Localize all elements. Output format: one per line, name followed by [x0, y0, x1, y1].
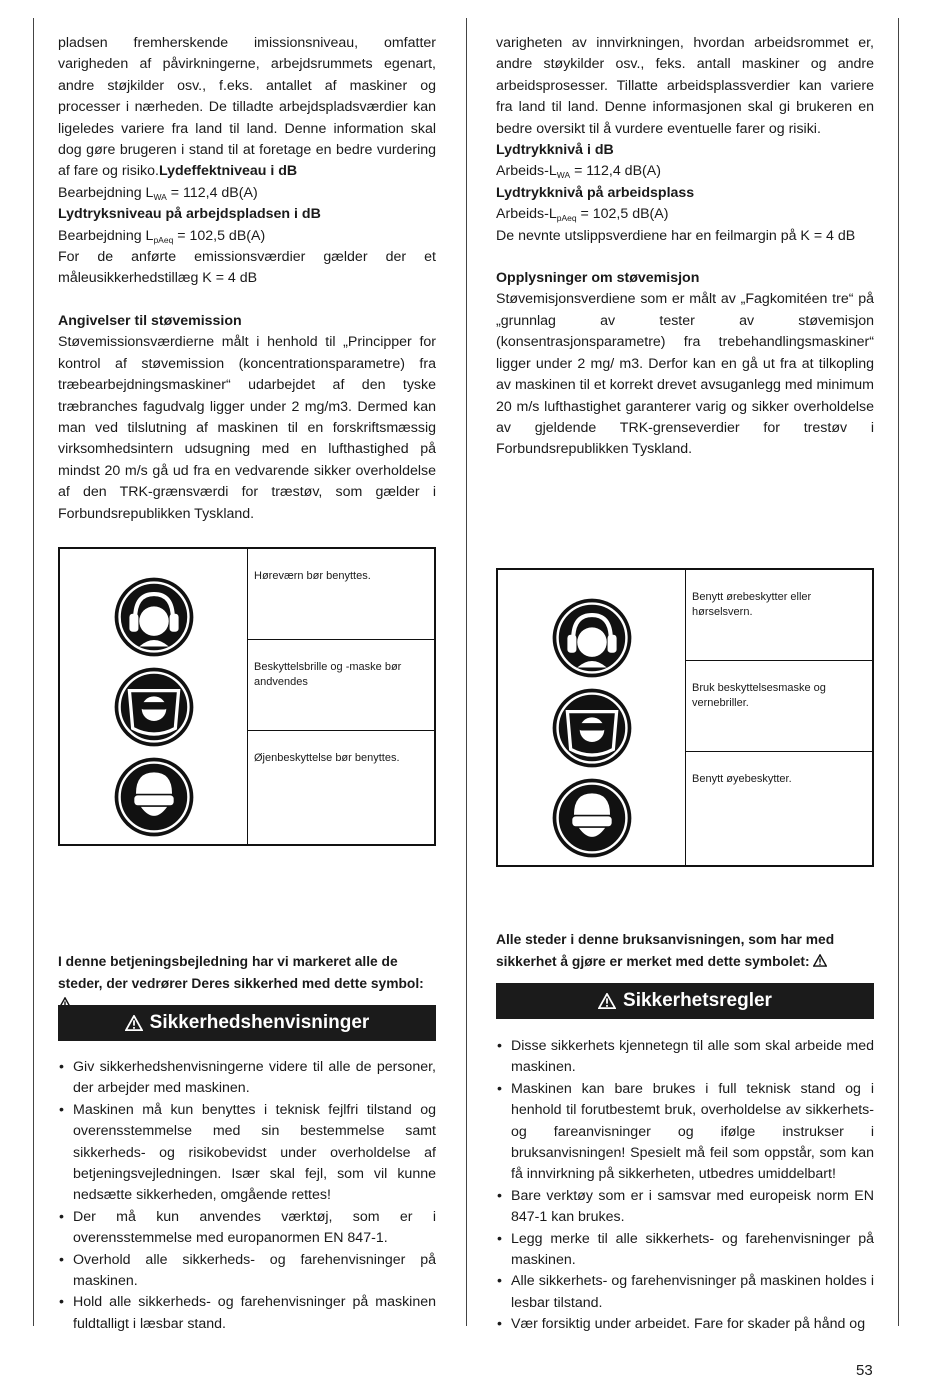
right-sound-pressure-sub: pAeq [556, 213, 577, 224]
right-sound-pressure-line [496, 204, 874, 225]
left-safety-list [58, 1057, 436, 1335]
right-margin-line [898, 18, 899, 1326]
warning-triangle-icon [813, 954, 827, 967]
right-symbol-intro-text: Alle steder i denne bruksanvisningen, som har med sikkerhet å gjøre er merket med dette symbolet: [496, 932, 835, 969]
list-item: • Disse sikkerhets kjennetegn til alle som skal arbeide med maskinen. [496, 1036, 874, 1079]
right-ppe-text-2: Bruk beskyttelsesmaske og vernebriller. [686, 660, 874, 751]
center-divider-line [466, 18, 467, 1326]
left-sound-pressure-line [58, 226, 436, 247]
right-sound-pressure-label: Arbeids-L [496, 206, 557, 223]
right-sound-power-value: = 112,4 dB(A) [570, 163, 661, 180]
right-ppe-text-3: Benytt øyebeskytter. [686, 751, 874, 866]
right-sound-power-line [496, 161, 874, 182]
list-item: • Maskinen må kun benyttes i teknisk fejlfri tilstand og overensstemmelse med sin bestemmelse samt sikkerheds- og risikobevidst under overholdelse af betjeningsvejledningen. Især skal fejl, som vil kunne nedsætte sikkerheden, omgående rettes! [58, 1100, 436, 1207]
warning-triangle-icon [598, 993, 616, 1009]
list-item: • Maskinen kan bare brukes i full teknisk stand og i henhold til forutbestemt bruk, overholdelse av sikkerhets- og fareanvisninger og ifølge instrukser i bruksanvisningen! Spesielt må feil som oppstår, som kan få innvirkning på sikkerheten, utbedres umiddelbart! [496, 1079, 874, 1186]
list-item: • Alle sikkerhets- og farehenvisninger på maskinen holdes i lesbar tilstand. [496, 1271, 874, 1314]
left-ppe-text-3: Øjenbeskyttelse bør benyttes. [248, 730, 436, 845]
face-mask-goggles-icon [113, 666, 195, 748]
left-ppe-table [58, 547, 436, 846]
left-margin-line [33, 18, 34, 1326]
left-text-block [58, 33, 436, 525]
ear-protection-icon [551, 597, 633, 679]
left-sound-pressure-sub: pAeq [153, 234, 174, 245]
right-dust-heading: Opplysninger om støvemisjon [496, 270, 700, 287]
right-banner-title: Sikkerhetsregler [623, 990, 772, 1011]
list-item: • Giv sikkerhedshenvisningerne videre til alle de personer, der arbejder med maskinen. [58, 1057, 436, 1100]
left-dust-heading: Angivelser til støvemission [58, 312, 242, 329]
list-item: • Hold alle sikkerheds- og farehenvisninger på maskinen fuldtalligt i læsbar stand. [58, 1292, 436, 1335]
right-ppe-icons-cell [497, 569, 686, 866]
right-sound-pressure-heading: Lydtrykknivå på arbeidsplass [496, 184, 695, 201]
warning-triangle-icon [125, 1015, 143, 1031]
left-banner-title: Sikkerhedshenvisninger [149, 1012, 370, 1033]
left-intro-paragraph: pladsen fremherskende imissionsniveau, omfatter varigheden af påvirkningerne, arbejdsrummets egenart, andre støjkilder osv., f.eks. antallet af maskiner og processer i nærheden. De tilladte arbejdspladsværdier kan ligeledes variere fra land til land. Denne information skal dog gøre brugeren i stand til at foretage en bedre vurdering af fare og risiko. [58, 35, 436, 180]
right-symbol-intro [496, 929, 874, 972]
left-ppe-icons-cell [59, 548, 248, 845]
right-sound-power-label: Arbeids-L [496, 163, 557, 180]
left-dust-text: Støvemissionsværdierne målt i henhold til „Principper for kontrol af støvemission (koncentrationsparametre) fra træbearbejdningsmaskiner“ udarbejdet af den tyske træbranches fagudvalg ligger under 2 mg/m3. Dermed kan man ved tilslutning af maskinen til en forskriftsmæssig virksomhedsintern udsugning med en lufthastighed på mindst 20 m/s gå ud fra en vedvarende sikker overholdelse af den TRK-grænsværdi for træstøv, som gælder i Forbundsrepublikken Tyskland. [58, 334, 436, 522]
left-safety-banner [58, 1005, 436, 1041]
list-item: • Der må kun anvendes værktøj, som er i overensstemmelse med europanormen EN 847-1. [58, 1207, 436, 1250]
list-item: • Legg merke til alle sikkerhets- og farehenvisninger på maskinen. [496, 1229, 874, 1272]
right-ppe-text-1: Benytt ørebeskytter eller hørselsvern. [686, 569, 874, 660]
left-sound-pressure-label: Bearbejdning L [58, 227, 154, 244]
left-sound-power-value: = 112,4 dB(A) [166, 184, 258, 201]
left-ppe-text-1: Høreværn bør benyttes. [248, 548, 436, 639]
right-sound-power-sub: WA [556, 170, 571, 181]
right-sound-power-heading: Lydtrykknivå i dB [496, 142, 614, 159]
right-sound-pressure-value: = 102,5 dB(A) [576, 206, 669, 223]
right-tolerance-text: De nevnte utslippsverdiene har en feilmargin på K = 4 dB [496, 227, 856, 244]
left-ppe-text-2: Beskyttelsbrille og -maske bør andvendes [248, 639, 436, 730]
left-sound-pressure-heading: Lydtryksniveau på arbejdspladsen i dB [58, 206, 321, 223]
eye-protection-icon [113, 756, 195, 838]
list-item: • Vær forsiktig under arbeidet. Fare for skader på hånd og [496, 1314, 874, 1335]
ear-protection-icon [113, 576, 195, 658]
face-mask-goggles-icon [551, 687, 633, 769]
left-sound-power-label: Bearbejdning L [58, 184, 154, 201]
right-text-block [496, 33, 874, 461]
page-number: 53 [856, 1362, 873, 1379]
eye-protection-icon [551, 777, 633, 859]
left-sound-power-sub: WA [153, 191, 167, 202]
right-ppe-table [496, 568, 874, 867]
left-sound-pressure-value: = 102,5 dB(A) [173, 227, 266, 244]
right-safety-banner [496, 983, 874, 1019]
right-intro-paragraph: varigheten av innvirkningen, hvordan arbeidsrommet er, andre støykilder osv., feks. antall maskiner og andre arbeidsprosesser. Tillatte arbeidsplassverdier kan variere fra land til land. Denne informasjonen skal gi brukeren en bedre oversikt til å vurdere eventuelle farer og risiki. [496, 35, 874, 137]
left-symbol-intro-text: I denne betjeningsbejledning har vi markeret alle de steder, der vedrører Deres sikkerhed med dette symbol: [58, 954, 424, 991]
left-sound-power-heading: Lydeffektniveau i dB [158, 163, 298, 180]
list-item: • Overhold alle sikkerheds- og farehenvisninger på maskinen. [58, 1250, 436, 1293]
list-item: • Bare verktøy som er i samsvar med europeisk norm EN 847-1 kan brukes. [496, 1186, 874, 1229]
right-safety-list [496, 1036, 874, 1336]
left-sound-power-line [58, 183, 436, 204]
right-dust-text: Støvemisjonsverdiene som er målt av „Fagkomitéen tre“ på „grunnlag av tester av støvemisjon (konsentrasjonsparametre) fra trebehandlingsmaskiner“ ligger under 2 mg/ m3. Derfor kan en gå ut fra at tilkopling av maskinen til et korrekt drevet avsuganlegg med minimum 20 m/s lufthastighet garanterer varig og sikker overholdelse av gjeldende TRK-grenseverdier for trestøv i Forbundsrepublikken Tyskland. [496, 291, 874, 458]
left-tolerance-text: For de anførte emissionsværdier gælder der et måleusikkerhedstillæg K = 4 dB [58, 249, 436, 287]
